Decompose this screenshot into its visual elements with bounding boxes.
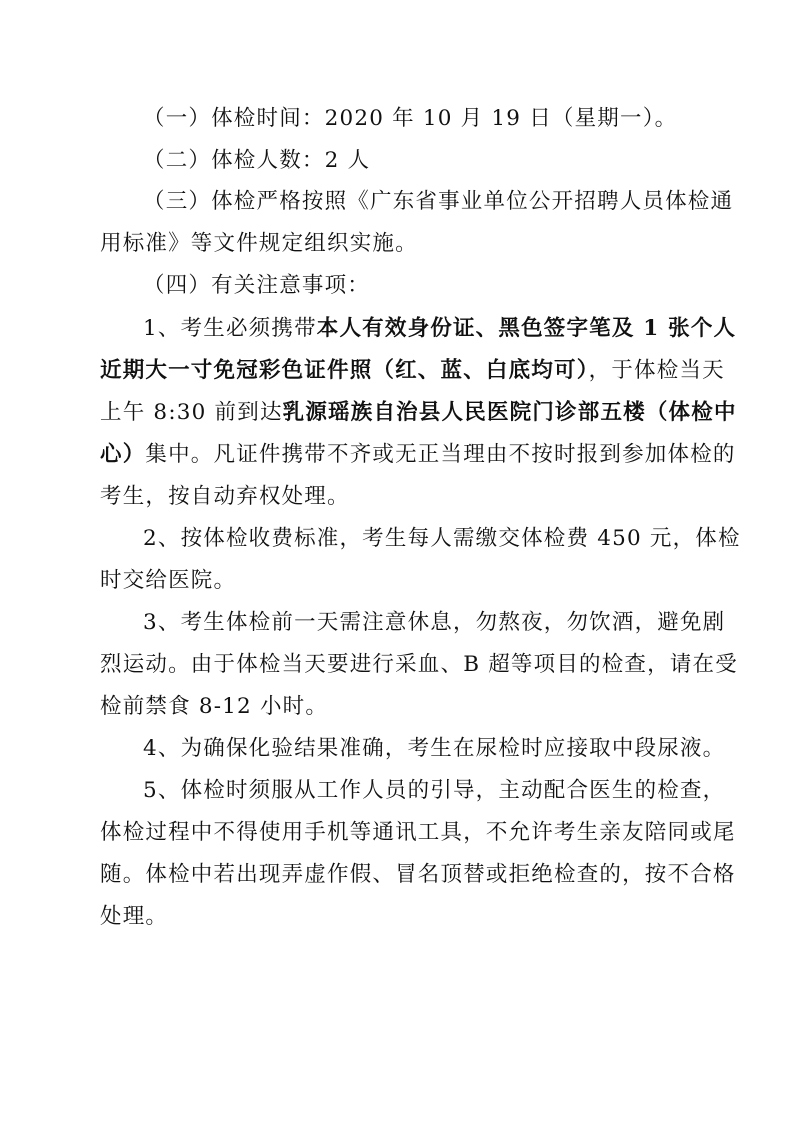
item-1-text: 上午 8:30 前到达 — [100, 400, 283, 425]
item-1-bold-text: 乳源瑶族自治县人民医院门诊部五楼（体检中 — [282, 400, 737, 425]
item-2-line-2: 时交给医院。 — [100, 568, 237, 593]
item-5-line-2: 体检过程中不得使用手机等通讯工具，不允许考生亲友陪同或尾 — [100, 820, 736, 845]
section-exam-count: （二）体检人数：2 人 — [143, 148, 371, 173]
item-5-line-4: 处理。 — [100, 904, 169, 929]
item-1-line-5: 考生，按自动弃权处理。 — [100, 484, 350, 509]
item-3-line-2: 烈运动。由于体检当天要进行采血、B 超等项目的检查，请在受 — [100, 652, 738, 677]
item-2-line-1: 2、按体检收费标准，考生每人需缴交体检费 450 元，体检 — [143, 526, 741, 551]
item-1-bold-text: 近期大一寸免冠彩色证件照（红、蓝、白底均可） — [100, 358, 589, 383]
item-5-line-1: 5、体检时须服从工作人员的引导，主动配合医生的检查， — [143, 778, 726, 803]
item-1-line-3 — [100, 398, 737, 428]
section-exam-time: （一）体检时间：2020 年 10 月 19 日（星期一）。 — [143, 106, 678, 131]
section-exam-standard-line-2: 用标准》等文件规定组织实施。 — [100, 231, 418, 256]
item-1-line-4 — [100, 440, 736, 470]
item-1-line-1 — [143, 314, 737, 344]
item-5-line-3: 随。体检中若出现弄虚作假、冒名顶替或拒绝检查的，按不合格 — [100, 862, 736, 887]
item-3-line-3: 检前禁食 8-12 小时。 — [100, 694, 329, 719]
item-1-bold-text: 本人有效身份证、黑色签字笔及 1 张个人 — [316, 316, 737, 341]
item-4-line-1: 4、为确保化验结果准确，考生在尿检时应接取中段尿液。 — [143, 736, 726, 761]
section-exam-standard-line-1: （三）体检严格按照《广东省事业单位公开招聘人员体检通 — [143, 189, 734, 214]
item-1-bold-text: 心） — [100, 442, 146, 467]
item-1-text: 集中。凡证件携带不齐或无正当理由不按时报到参加体检的 — [145, 442, 736, 467]
item-1-text: ，于体检当天 — [588, 358, 725, 383]
item-1-line-2 — [100, 356, 725, 386]
section-notes-heading: （四）有关注意事项： — [143, 273, 371, 298]
item-1-text: 1、考生必须携带 — [143, 316, 317, 341]
item-3-line-1: 3、考生体检前一天需注意休息，勿熬夜，勿饮酒，避免剧 — [143, 610, 726, 635]
